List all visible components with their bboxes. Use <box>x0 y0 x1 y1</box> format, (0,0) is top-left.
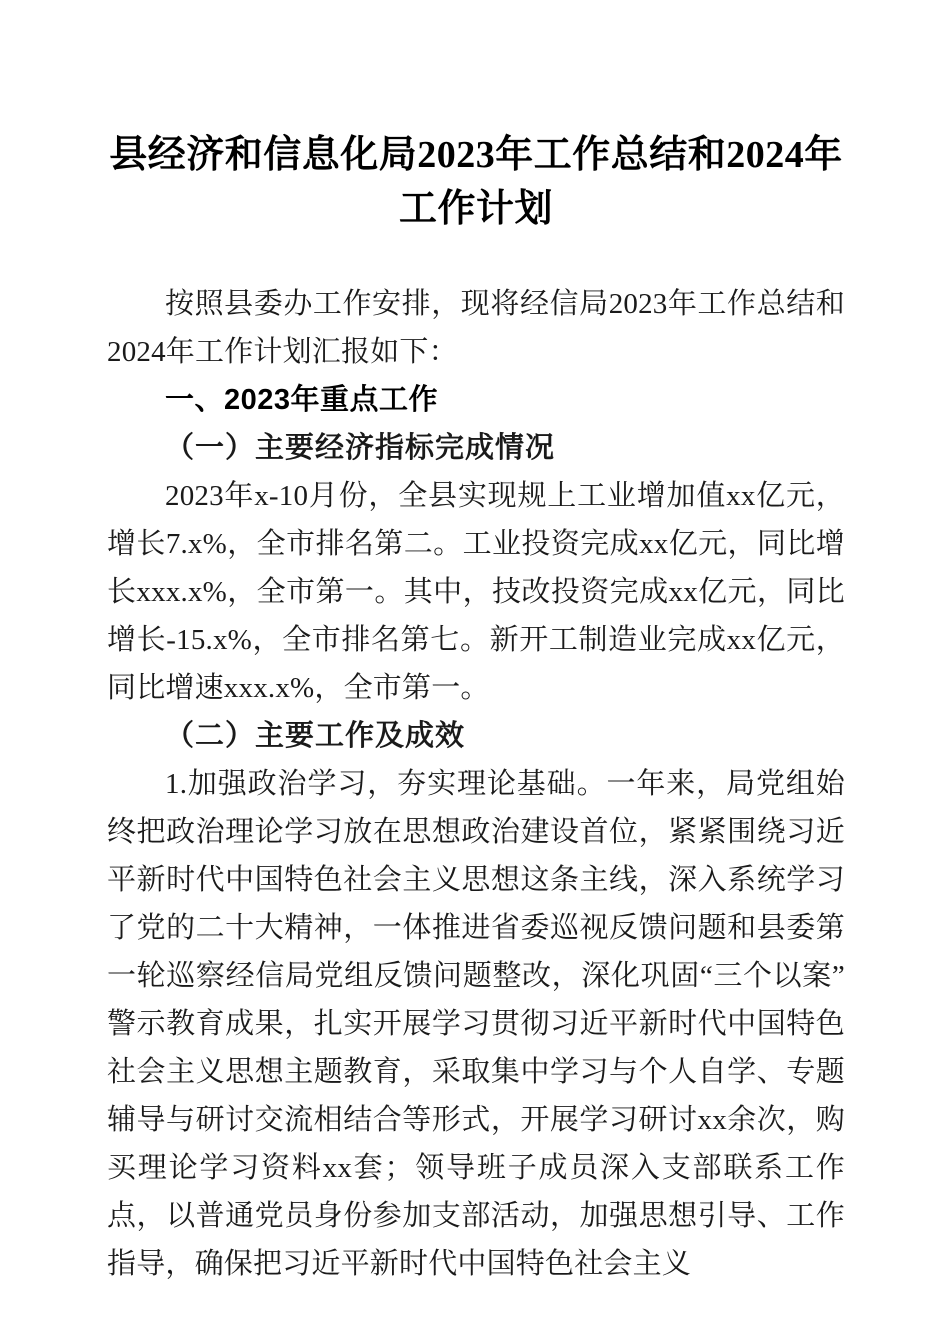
subsection-1-1-paragraph: 2023年x-10月份，全县实现规上工业增加值xx亿元，增长7.x%，全市排名第二。工业投资完成xx亿元，同比增长xxx.x%，全市第一。其中，技改投资完成xx亿元，同比增长-15.x%，全市排名第七。新开工制造业完成xx亿元，同比增速xxx.x%，全市第一。 <box>107 480 845 704</box>
page-title: 县经济和信息化局2023年工作总结和2024年工作计划 <box>109 134 843 230</box>
section-heading-1: 一、2023年重点工作 <box>165 384 439 416</box>
intro-paragraph: 按照县委办工作安排，现将经信局2023年工作总结和2024年工作计划汇报如下： <box>107 288 845 368</box>
subsection-heading-1-2: （二）主要工作及成效 <box>165 720 466 752</box>
work-item-1-paragraph: 1.加强政治学习，夯实理论基础。一年来，局党组始终把政治理论学习放在思想政治建设首位，紧紧围绕习近平新时代中国特色社会主义思想这条主线，深入系统学习了党的二十大精神，一体推进省委巡视反馈问题和县委第一轮巡察经信局党组反馈问题整改，深化巩固“三个以案”警示教育成果，扎实开展学习贯彻习近平新时代中国特色社会主义思想主题教育，采取集中学习与个人自学、专题辅导与研讨交流相结合等形式，开展学习研讨xx余次，购买理论学习资料xx套；领导班子成员深入支部联系工作点，以普通党员身份参加支部活动，加强思想引导、工作指导，确保把习近平新时代中国特色社会主义 <box>107 768 845 1280</box>
subsection-heading-1-1: （一）主要经济指标完成情况 <box>165 432 556 464</box>
document-body <box>107 0 845 1288</box>
